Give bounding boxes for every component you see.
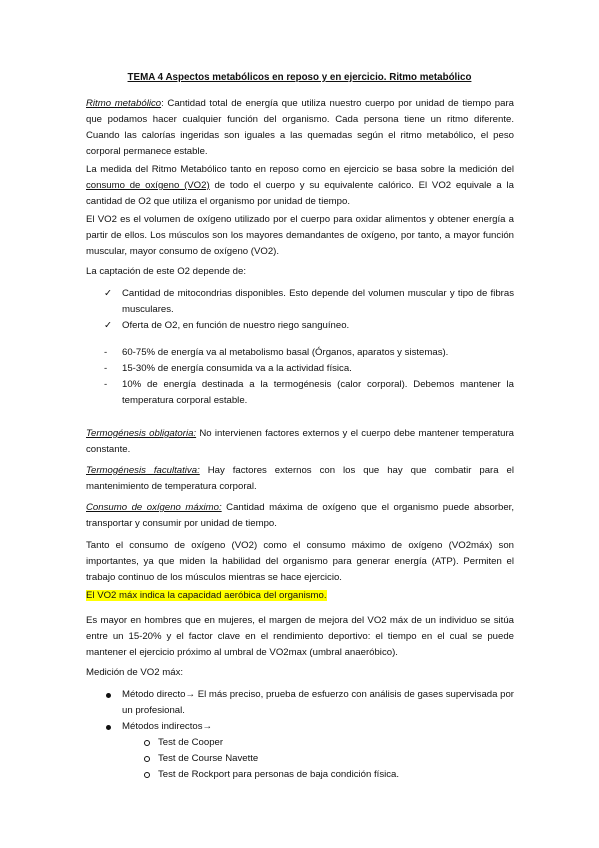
bullet-icon [106,725,111,730]
bullet-list [86,687,514,783]
list-item-text: Test de Rockport para personas de baja condición física. [158,769,400,780]
list-item-text: Test de Course Navette [158,753,259,764]
check-icon: ✓ [104,288,113,299]
list-item-text: 10% de energía destinada a la termogénesis (calor corporal). Debemos mantener la temperatura corporal estable. [122,379,514,406]
dash-list [86,345,514,409]
paragraph-text: Hay factores externos con los que hay que combatir para el mantenimiento de temperatura corporal. [86,465,514,492]
sub-list-item [86,751,514,767]
check-icon: ✓ [104,320,113,331]
paragraph-text: : Cantidad total de energía que utiliza nuestro cuerpo por unidad de tiempo para que podamos hacer cualquier función del organismo. Cada persona tiene un ritmo diferente. Cuando las calorías ingeridas son iguales a las quemadas según el ritmo metabólico, el peso corporal permanece estable. [86,98,514,157]
dash-icon: - [104,379,108,390]
paragraph-text: Cantidad máxima de oxígeno que el organismo puede absorber, transportar y consumir por unidad de tiempo. [86,502,514,529]
circle-bullet-icon [144,756,150,762]
term-termogenesis-obligatoria: Termogénesis obligatoria: [86,428,197,439]
paragraph-highlight [86,588,514,604]
bullet-icon [106,693,111,698]
circle-bullet-icon [144,772,150,778]
list-item [86,377,514,409]
list-item-text: Método directo→ El más preciso, prueba de esfuerzo con análisis de gases supervisada por un profesional. [122,689,514,716]
page-title: TEMA 4 Aspectos metabólicos en reposo y en ejercicio. Ritmo metabólico [127,72,472,83]
highlighted-text: El VO2 máx indica la capacidad aeróbica del organismo. [86,590,327,601]
dash-icon: - [104,347,108,358]
list-item-text: 60-75% de energía va al metabolismo basal (Órganos, aparatos y sistemas). [122,347,449,358]
paragraph-consumo-maximo [86,500,514,532]
paragraph-text: de todo el cuerpo y su equivalente calórico. El VO2 equivale a la cantidad de O2 que utiliza el organismo por unidad de tiempo. [86,180,515,207]
term-consumo-maximo: Consumo de oxígeno máximo: [86,502,222,513]
paragraph-margen-mejora: Es mayor en hombres que en mujeres, el margen de mejora del VO2 máx de un individuo se sitúa entre un 15-20% y el factor clave en el rendimiento deportivo: el tiempo en el cual se puede mantener el ejercicio próximo al umbral de VO2max (umbral anaeróbico). [86,615,514,658]
list-item-text: Cantidad de mitocondrias disponibles. Esto depende del volumen muscular y tipo de fibras musculares. [122,288,514,315]
paragraph-vo2max: Tanto el consumo de oxígeno (VO2) como el consumo máximo de oxígeno (VO2máx) son importantes, ya que miden la habilidad del organismo para generar energía (ATP). Permiten el trabajo continuo de los músculos mientras se hace ejercicio. [86,540,514,583]
circle-bullet-icon [144,740,150,746]
paragraph-captacion: La captación de este O2 depende de: [86,266,247,277]
paragraph-termogenesis-obligatoria [86,426,514,458]
paragraph-medida [86,162,514,210]
term-consumo-oxigeno: consumo de oxígeno (VO2) [86,180,210,191]
sub-list-item [86,735,514,751]
list-item [86,361,514,377]
list-item-text: Métodos indirectos→ [122,721,213,732]
paragraph-ritmo-metabolico [86,96,514,160]
sub-list-item [86,767,514,783]
dash-icon: - [104,363,108,374]
paragraph-medicion: Medición de VO2 máx: [86,667,184,678]
list-item [86,318,514,334]
list-item-text: Oferta de O2, en función de nuestro riego sanguíneo. [122,320,350,331]
term-termogenesis-facultativa: Termogénesis facultativa: [86,465,200,476]
paragraph-text: La medida del Ritmo Metabólico tanto en reposo como en ejercicio se basa sobre la medición del [86,164,514,175]
list-item-text: 15-30% de energía consumida va a la actividad física. [122,363,352,374]
list-item [86,719,514,735]
list-item-text: Test de Cooper [158,737,224,748]
list-item [86,687,514,719]
term-ritmo-metabolico: Ritmo metabólico [86,98,162,109]
list-item [86,286,514,318]
paragraph-termogenesis-facultativa [86,463,514,495]
paragraph-vo2: El VO2 es el volumen de oxígeno utilizado por el cuerpo para oxidar alimentos y obtener energía a partir de ellos. Los músculos son los mayores demandantes de oxígeno, por tanto, a mayor función muscular, mayor consumo de oxígeno (VO2). [86,214,514,257]
paragraph-text: No intervienen factores externos y el cuerpo debe mantener temperatura constante. [86,428,514,455]
list-item [86,345,514,361]
checklist [86,286,514,334]
